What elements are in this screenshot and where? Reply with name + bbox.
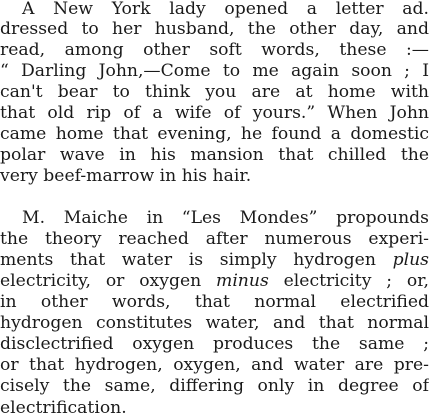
italic-word-plus: plus xyxy=(392,250,429,270)
text-line: or that hydrogen, oxygen, and water are pre- xyxy=(0,355,429,375)
text-line: cisely the same, differing only in degree of xyxy=(0,376,429,396)
text-line: “ Darling John,—Come to me again soon ; I xyxy=(0,61,429,81)
text-line xyxy=(0,270,429,292)
text-line: disclectrified oxygen produces the same ; xyxy=(0,334,429,354)
text-line: read, among other soft words, these :— xyxy=(0,40,429,60)
text-line: in other words, that normal electrified xyxy=(0,292,429,312)
text-line: the theory reached after numerous experi- xyxy=(0,229,429,249)
text-run: ments that water is simply hydrogen xyxy=(0,250,393,270)
text-line: hydrogen constitutes water, and that normal xyxy=(0,313,429,333)
text-line: very beef-marrow in his hair. xyxy=(0,166,252,186)
text-run: electricity ; or, xyxy=(268,271,429,291)
italic-word-minus: minus xyxy=(216,271,269,291)
text-line: dressed to her husband, the other day, and xyxy=(0,19,429,39)
text-line: came home that evening, he found a domestic xyxy=(0,124,429,144)
text-line: M. Maiche in “Les Mondes” propounds xyxy=(22,208,429,228)
text-line: electrification. xyxy=(0,398,127,418)
text-line xyxy=(0,249,429,271)
text-line: polar wave in his mansion that chilled the xyxy=(0,145,429,165)
text-line: can't bear to think you are at home with xyxy=(0,82,429,102)
text-run: electricity, or oxygen xyxy=(0,271,217,291)
text-line: that old rip of a wife of yours.” When John xyxy=(0,103,429,123)
text-line: A New York lady opened a letter ad. xyxy=(22,0,429,19)
